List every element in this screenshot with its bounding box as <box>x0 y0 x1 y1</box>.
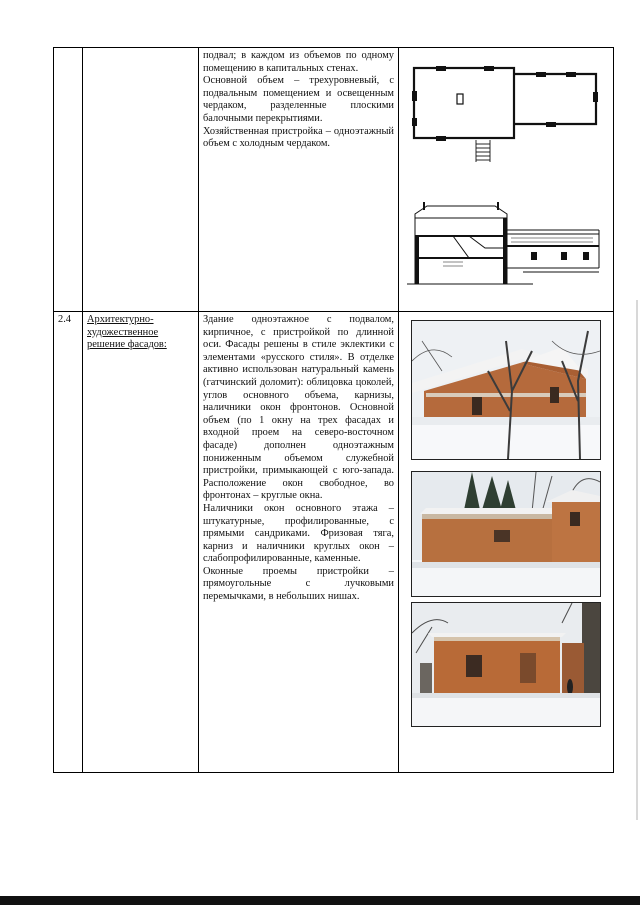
paragraph: Наличники окон основного этажа – штукатурные, профилированные, с прямыми сандриками. Фризовая тяга, карниз и наличники круглых окон – слабопрофилированные, каменные. <box>203 502 394 565</box>
table-row <box>54 312 614 773</box>
figure-cell <box>399 48 614 312</box>
paragraph: подвал; в каждом из объемов по одному помещению в капитальных стенах. <box>203 50 394 74</box>
photo-annex-front-winter <box>411 602 601 727</box>
figure-cell <box>399 312 614 773</box>
table-row <box>54 48 614 312</box>
document-table <box>53 47 614 773</box>
description-cell <box>199 48 399 312</box>
paragraph: Хозяйственная пристройка – одноэтажный объем с холодным чердаком. <box>203 125 394 150</box>
description-cell <box>199 312 399 773</box>
paragraph: Основной объем – трехуровневый, с подвальным помещением и освещенным чердаком, разделенные плоскими балочными перекрытиями. <box>203 75 394 124</box>
section-drawing <box>403 196 603 291</box>
paragraph: Здание одноэтажное с подвалом, кирпичное, с пристройкой по длинной оси. Фасады решены в стиле эклектики с элементами «русского стиля». В отделке активно использован натуральный камень (гатчинский доломит): облицовка цоколей, углов основного объема, карнизы, наличники окон фронтонов. Основной объем (по 1 окну на трех фасадах и входной проем на северо-восточном фасаде) дополнен одноэтажным пониженным объемом служебной пристройки, примыкающей с юго-запада. Расположение окон свободное, во фронтонах – круглые окна. <box>203 314 394 502</box>
floor-plan-drawing <box>406 56 603 166</box>
scan-edge <box>636 300 638 820</box>
row-number-cell: 2.4 <box>54 312 83 773</box>
row-label-cell: Архитектурно-художественное решение фасадов: <box>83 312 199 773</box>
photo-annex-facade-winter <box>411 471 601 597</box>
scan-border <box>0 896 640 905</box>
row-label-cell <box>83 48 199 312</box>
photo-building-snow-trees <box>411 320 601 460</box>
paragraph: Оконные проемы пристройки – прямоугольные с лучковыми перемычками, в небольших нишах. <box>203 565 394 603</box>
row-number-cell <box>54 48 83 312</box>
